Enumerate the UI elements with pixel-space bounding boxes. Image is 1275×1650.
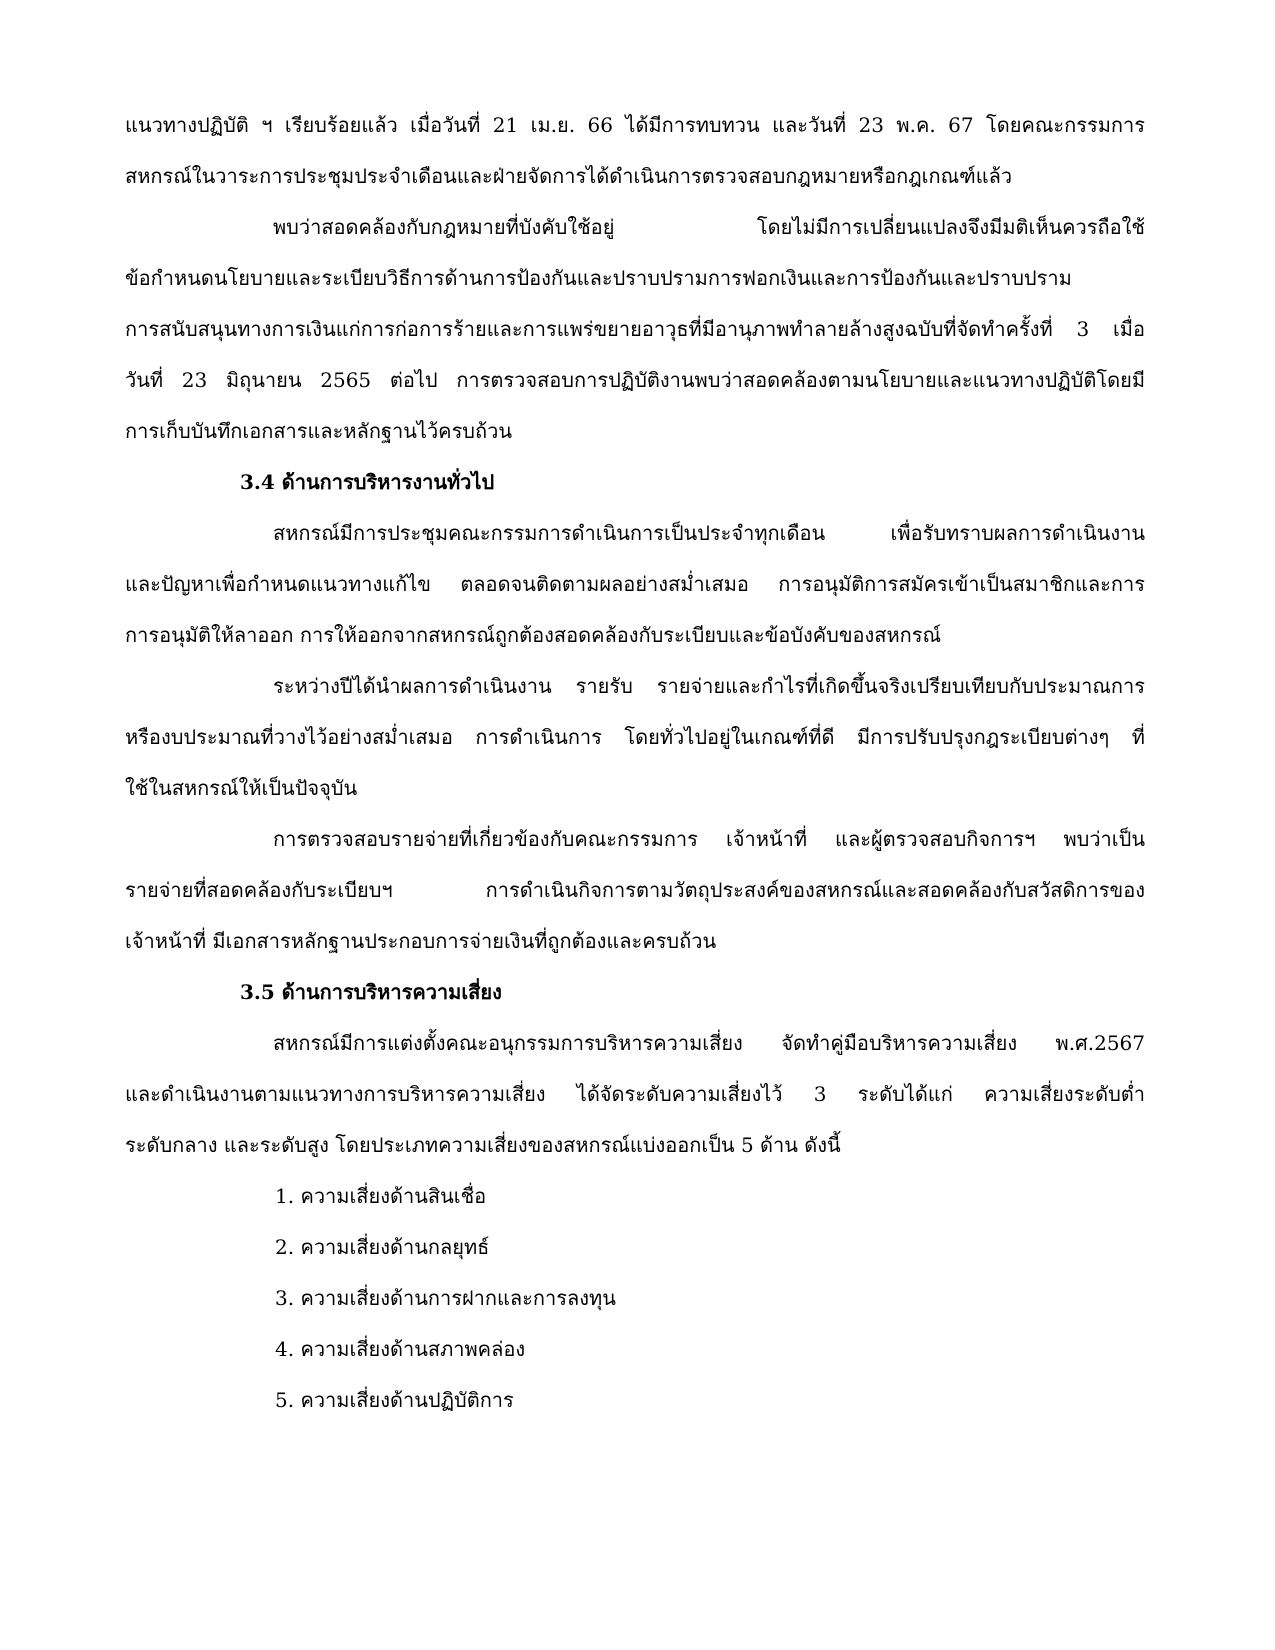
general-admin-paragraph-1: [125, 508, 1145, 661]
risk-management-paragraph: [125, 1018, 1145, 1171]
text-line: และดำเนินงานตามแนวทางการบริหารความเสี่ยง ได้จัดระดับความเสี่ยงไว้ 3 ระดับได้แก่ ความเสี่ยงระดับต่ำ: [125, 1082, 1145, 1106]
text-line: การตรวจสอบรายจ่ายที่เกี่ยวข้องกับคณะกรรมการ เจ้าหน้าที่ และผู้ตรวจสอบกิจการฯ พบว่าเป็น: [273, 827, 1145, 851]
text-line: การเก็บบันทึกเอกสารและหลักฐานไว้ครบถ้วน: [125, 419, 513, 443]
text-line: เจ้าหน้าที่ มีเอกสารหลักฐานประกอบการจ่ายเงินที่ถูกต้องและครบถ้วน: [125, 929, 717, 953]
law-compliance-paragraph: [125, 202, 1145, 457]
list-item: 4. ความเสี่ยงด้านสภาพคล่อง: [275, 1337, 526, 1361]
text-line: รายจ่ายที่สอดคล้องกับระเบียบฯ การดำเนินกิจการตามวัตถุประสงค์ของสหกรณ์และสอดคล้องกับสวัสดิการของ: [125, 878, 1145, 902]
text-line: สหกรณ์มีการประชุมคณะกรรมการดำเนินการเป็นประจำทุกเดือน เพื่อรับทราบผลการดำเนินงาน: [273, 521, 1145, 545]
general-admin-paragraph-3: [125, 814, 1145, 967]
risk-type-list: [125, 1171, 1145, 1426]
document-page: [125, 100, 1145, 1426]
text-line: ใช้ในสหกรณ์ให้เป็นปัจจุบัน: [125, 776, 358, 800]
text-line: วันที่ 23 มิถุนายน 2565 ต่อไป การตรวจสอบการปฏิบัติงานพบว่าสอดคล้องตามนโยบายและแนวทางปฏิบัติโดยมี: [125, 368, 1145, 392]
section-heading-3-5: 3.5 ด้านการบริหารความเสี่ยง: [240, 980, 502, 1004]
intro-paragraph: [125, 100, 1145, 202]
list-item: 3. ความเสี่ยงด้านการฝากและการลงทุน: [275, 1286, 616, 1310]
text-line: สหกรณ์มีการแต่งตั้งคณะอนุกรรมการบริหารความเสี่ยง จัดทำคู่มือบริหารความเสี่ยง พ.ศ.2567: [273, 1031, 1145, 1055]
text-line: ข้อกำหนดนโยบายและระเบียบวิธีการด้านการป้องกันและปราบปรามการฟอกเงินและการป้องกันและปราบปราม: [125, 266, 1072, 290]
text-line: หรืองบประมาณที่วางไว้อย่างสม่ำเสมอ การดำเนินการ โดยทั่วไปอยู่ในเกณฑ์ที่ดี มีการปรับปรุงกฎระเบียบต่างๆ ที่: [125, 725, 1145, 749]
text-line: พบว่าสอดคล้องกับกฎหมายที่บังคับใช้อยู่ โดยไม่มีการเปลี่ยนแปลงจึงมีมติเห็นควรถือใช้: [273, 215, 1145, 239]
text-line: การสนับสนุนทางการเงินแก่การก่อการร้ายและการแพร่ขยายอาวุธที่มีอานุภาพทำลายล้างสูงฉบับที่จัดทำครั้งที่ 3 เมื่อ: [125, 317, 1145, 341]
list-item: 2. ความเสี่ยงด้านกลยุทธ์: [275, 1235, 490, 1259]
section-heading-3-4: 3.4 ด้านการบริหารงานทั่วไป: [240, 470, 495, 494]
list-item: 5. ความเสี่ยงด้านปฏิบัติการ: [275, 1388, 514, 1412]
text-line: แนวทางปฏิบัติ ฯ เรียบร้อยแล้ว เมื่อวันที่ 21 เม.ย. 66 ได้มีการทบทวน และวันที่ 23 พ.ค. 67 โดยคณะกรรมการ: [125, 113, 1145, 137]
text-line: ระหว่างปีได้นำผลการดำเนินงาน รายรับ รายจ่ายและกำไรที่เกิดขึ้นจริงเปรียบเทียบกับประมาณการ: [273, 674, 1145, 698]
text-line: ระดับกลาง และระดับสูง โดยประเภทความเสี่ยงของสหกรณ์แบ่งออกเป็น 5 ด้าน ดังนี้: [125, 1133, 841, 1157]
list-item: 1. ความเสี่ยงด้านสินเชื่อ: [275, 1184, 487, 1208]
text-line: การอนุมัติให้ลาออก การให้ออกจากสหกรณ์ถูกต้องสอดคล้องกับระเบียบและข้อบังคับของสหกรณ์: [125, 623, 942, 647]
text-line: สหกรณ์ในวาระการประชุมประจำเดือนและฝ่ายจัดการได้ดำเนินการตรวจสอบกฎหมายหรือกฎเกณฑ์แล้ว: [125, 164, 1013, 188]
text-line: และปัญหาเพื่อกำหนดแนวทางแก้ไข ตลอดจนติดตามผลอย่างสม่ำเสมอ การอนุมัติการสมัครเข้าเป็นสมาชิกและการ: [125, 572, 1145, 596]
general-admin-paragraph-2: [125, 661, 1145, 814]
